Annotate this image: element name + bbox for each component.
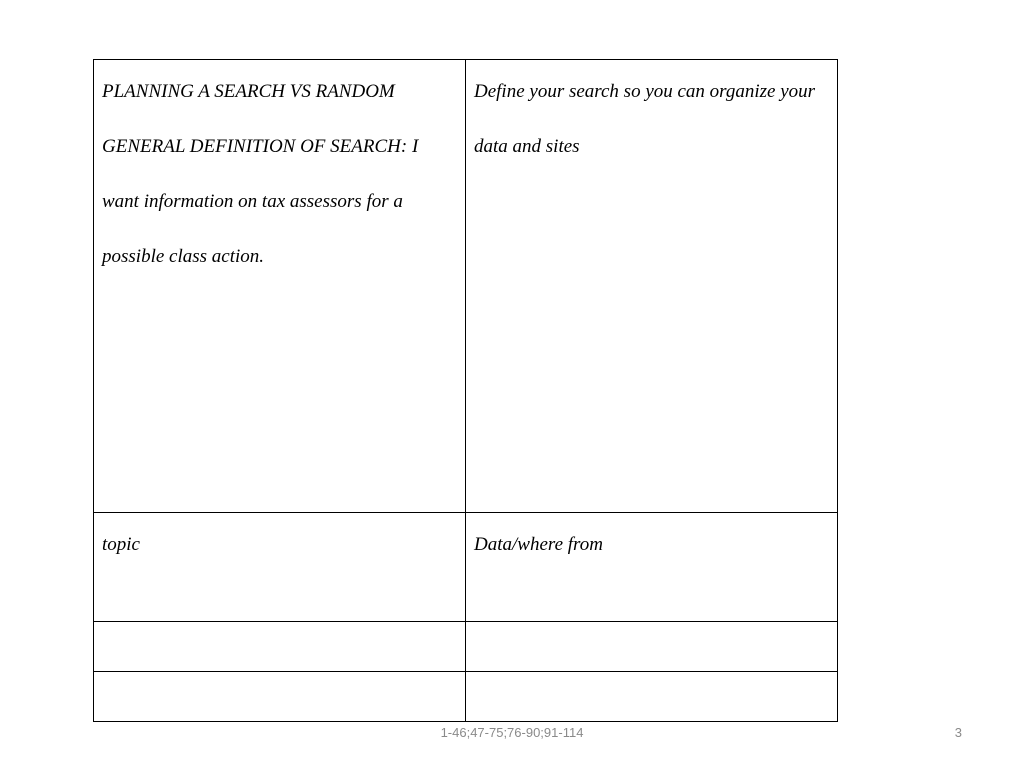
table-row: [94, 622, 838, 672]
table-cell-empty: [466, 672, 838, 722]
table-cell-intro-left: [94, 60, 466, 513]
table-cell-data-source: [466, 513, 838, 622]
search-planning-table: [93, 59, 838, 722]
table-row-header: [94, 513, 838, 622]
table-row-intro: [94, 60, 838, 513]
data-source-label: Data/where from: [474, 534, 603, 555]
table-cell-empty: [466, 622, 838, 672]
slide-footer: 1-46;47-75;76-90;91-114: [440, 725, 584, 740]
table-cell-intro-right: [466, 60, 838, 513]
intro-left-text: PLANNING A SEARCH VS RANDOM GENERAL DEFINITION OF SEARCH: I want information on tax assessors for a possible class action.: [102, 81, 419, 267]
table-cell-empty: [94, 672, 466, 722]
table-row: [94, 672, 838, 722]
slide-number: 3: [954, 725, 962, 740]
topic-label: topic: [102, 534, 140, 555]
intro-right-text: Define your search so you can organize your data and sites: [474, 81, 816, 157]
table-cell-topic: [94, 513, 466, 622]
table-cell-empty: [94, 622, 466, 672]
